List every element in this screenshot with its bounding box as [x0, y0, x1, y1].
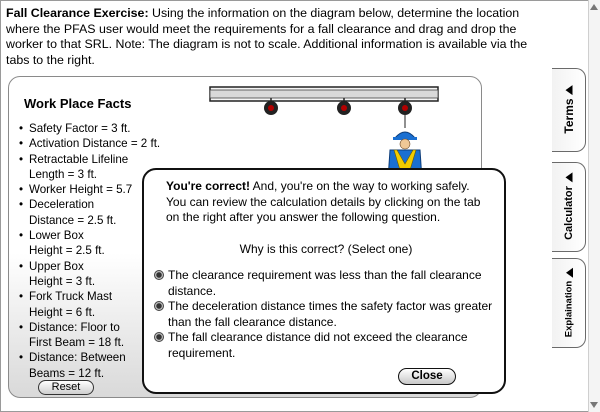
answer-option-3[interactable]: [154, 330, 494, 361]
answer-option-1[interactable]: [154, 268, 494, 299]
vertical-scrollbar[interactable]: [588, 0, 600, 412]
radio-button-icon[interactable]: [154, 301, 164, 311]
tab-calculator-text: Calculator: [562, 186, 575, 240]
answer-option-text[interactable]: The clearance requirement was less than the fall clearance distance.: [168, 268, 482, 298]
fact-line: Fork Truck Mast: [29, 290, 113, 304]
triangle-expand-icon: [565, 267, 572, 277]
triangle-expand-icon: [565, 173, 572, 183]
reset-button[interactable]: Reset: [38, 380, 94, 395]
tab-explanation-text: Explaination: [563, 280, 574, 338]
feedback-dialog: [142, 168, 506, 394]
close-button[interactable]: Close: [398, 368, 456, 385]
tab-explanation-label: [563, 269, 574, 337]
fact-item: [19, 136, 161, 151]
fact-line: First Beam = 18 ft.: [29, 336, 125, 350]
feedback-body: And, you're on the way to working safely. You can review the calculation details by clicking on the tab on the right after you answer the following question.: [166, 179, 481, 225]
fact-line: Lower Box: [29, 229, 84, 243]
tab-calculator[interactable]: [552, 162, 586, 252]
exercise-instructions: [6, 6, 546, 68]
fact-line: Distance = 2.5 ft.: [29, 213, 117, 227]
fact-item: [19, 350, 147, 381]
answer-option-text[interactable]: The deceleration distance times the safety factor was greater than the fall clearance distance.: [168, 299, 493, 329]
tab-terms[interactable]: [552, 68, 586, 152]
fact-item: [19, 121, 147, 136]
fact-line: Height = 2.5 ft.: [29, 244, 105, 258]
tab-calculator-label: [563, 174, 575, 240]
tab-explanation[interactable]: [552, 258, 586, 348]
fact-line: Distance: Between: [29, 351, 126, 365]
fact-item: [19, 182, 147, 197]
fact-line: Beams = 12 ft.: [29, 366, 105, 380]
fact-line: Length = 3 ft.: [29, 167, 98, 181]
fact-line: Safety Factor = 3 ft.: [29, 122, 131, 135]
fact-line: Deceleration: [29, 198, 95, 212]
feedback-question: Why is this correct? (Select one): [239, 242, 413, 256]
fact-item: [19, 289, 147, 320]
fact-line: Height = 3 ft.: [29, 274, 96, 288]
feedback-message: [166, 179, 486, 226]
fact-item: [19, 228, 147, 259]
triangle-expand-icon: [565, 85, 572, 95]
facts-title: Work Place Facts: [24, 96, 132, 111]
answer-option-text[interactable]: The fall clearance distance did not exceed the clearance requirement.: [168, 330, 468, 360]
fact-line: Upper Box: [29, 259, 84, 273]
fact-line: Worker Height = 5.7: [29, 183, 133, 197]
exercise-body: Using the information on the diagram below, determine the location where the PFAS user would meet the requirements for a fall clearance and drag and drop the worker to that SRL. Note: The diagram is not to scale. Additional information is available via the tabs to the right.: [6, 6, 528, 67]
tab-terms-text: Terms: [561, 98, 576, 134]
fact-line: Activation Distance = 2 ft.: [29, 137, 161, 151]
overhead-beam: [210, 87, 438, 101]
exercise-heading: Fall Clearance Exercise:: [6, 6, 149, 20]
fact-item: [19, 152, 147, 183]
radio-button-icon[interactable]: [154, 270, 164, 280]
feedback-headline: You're correct!: [166, 179, 250, 193]
fact-line: Retractable Lifeline: [29, 152, 129, 166]
scroll-down-arrow-icon[interactable]: [590, 402, 598, 408]
fact-item: [19, 197, 147, 228]
scroll-up-arrow-icon[interactable]: [590, 4, 598, 10]
fact-line: Height = 6 ft.: [29, 305, 96, 319]
fact-item: [19, 320, 147, 351]
fact-line: Distance: Floor to: [29, 320, 120, 334]
tab-terms-label: [562, 86, 576, 133]
beam-diagram: [200, 80, 460, 180]
fact-item: [19, 259, 147, 290]
facts-list: [19, 121, 161, 381]
answer-option-2[interactable]: [154, 299, 494, 330]
radio-button-icon[interactable]: [154, 332, 164, 342]
